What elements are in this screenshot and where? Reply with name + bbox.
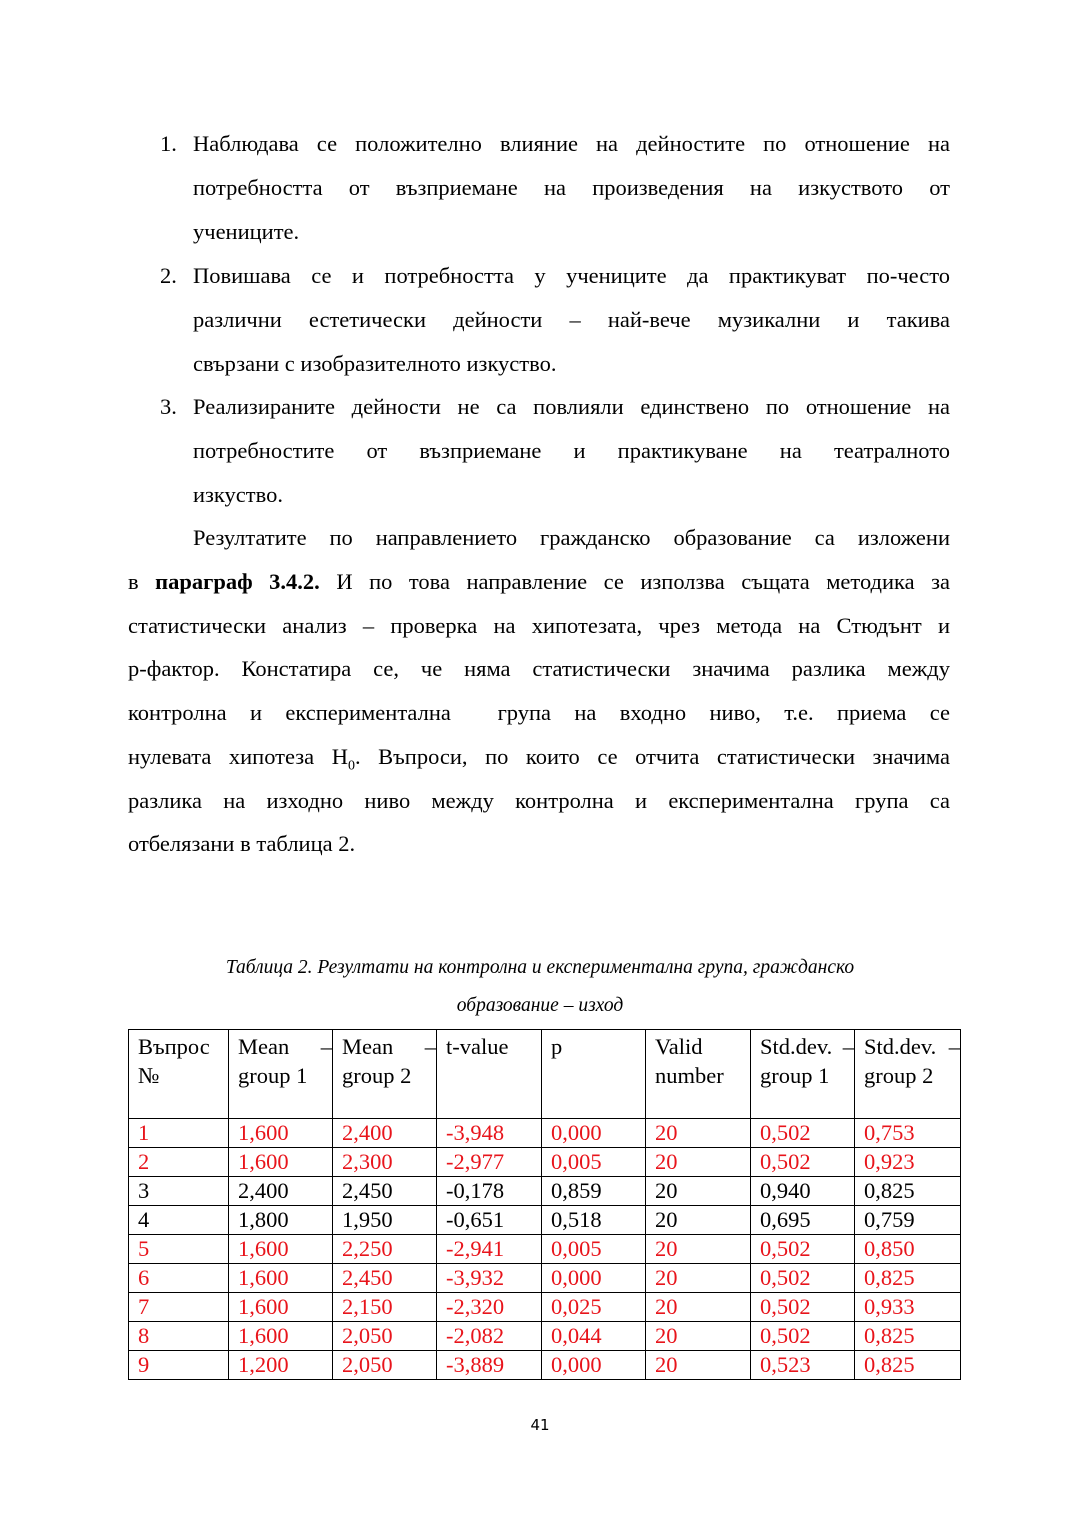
- section-reference: параграф 3.4.2.: [155, 569, 320, 594]
- table-cell: 1: [129, 1119, 229, 1148]
- table-cell: 0,825: [855, 1177, 961, 1206]
- table-cell: 0,502: [751, 1148, 855, 1177]
- table-cell: 0,923: [855, 1148, 961, 1177]
- table-cell: -2,977: [437, 1148, 542, 1177]
- table-cell: 0,523: [751, 1351, 855, 1380]
- table-cell: 1,600: [229, 1235, 333, 1264]
- table-row: [129, 1177, 961, 1206]
- table-row: [129, 1293, 961, 1322]
- text-line: контролна и експериментална група на входно ниво, т.е. приема се: [128, 700, 950, 725]
- text-line: [128, 743, 950, 781]
- table-cell: 0,859: [542, 1177, 646, 1206]
- list-item-line: изкуство.: [193, 482, 283, 507]
- table-row: [129, 1351, 961, 1380]
- table-cell: 6: [129, 1264, 229, 1293]
- table-cell: -0,178: [437, 1177, 542, 1206]
- table-cell: 20: [646, 1119, 751, 1148]
- page-number: 41: [530, 1416, 550, 1434]
- table-cell: 0,502: [751, 1235, 855, 1264]
- table-cell: 2,300: [333, 1148, 437, 1177]
- table-cell: -2,082: [437, 1322, 542, 1351]
- table-cell: 20: [646, 1235, 751, 1264]
- table-cell: 2,450: [333, 1177, 437, 1206]
- table-row: [129, 1206, 961, 1235]
- table-cell: 2,400: [333, 1119, 437, 1148]
- column-header: p: [542, 1030, 646, 1119]
- list-item-line: потребността от възприемане на произведения на изкуството от: [193, 175, 950, 200]
- table-cell: 0,000: [542, 1351, 646, 1380]
- list-item-line: учениците.: [193, 219, 300, 244]
- table-cell: -0,651: [437, 1206, 542, 1235]
- table-cell: 0,759: [855, 1206, 961, 1235]
- table-cell: 0,518: [542, 1206, 646, 1235]
- table-row: [129, 1235, 961, 1264]
- table-cell: 0,502: [751, 1264, 855, 1293]
- list-item-line: Реализираните дейности не са повлияли единствено по отношение на: [193, 394, 950, 419]
- column-header: Mean – group 1: [229, 1030, 333, 1119]
- list-number: 1.: [160, 131, 177, 156]
- table-cell: 0,695: [751, 1206, 855, 1235]
- table-cell: 4: [129, 1206, 229, 1235]
- results-table: [128, 1029, 961, 1380]
- table-cell: 20: [646, 1293, 751, 1322]
- table-cell: 1,600: [229, 1322, 333, 1351]
- table-caption: Таблица 2. Резултати на контролна и експериментална група, гражданско: [225, 957, 855, 978]
- table-row: [129, 1322, 961, 1351]
- table-cell: 20: [646, 1177, 751, 1206]
- table-cell: 3: [129, 1177, 229, 1206]
- table-cell: 1,600: [229, 1148, 333, 1177]
- table-cell: 0,825: [855, 1351, 961, 1380]
- list-item-line: различни естетически дейности – най-вече музикални и такива: [193, 306, 950, 332]
- column-header: Valid number: [646, 1030, 751, 1119]
- table-row: [129, 1119, 961, 1148]
- table-cell: 2,450: [333, 1264, 437, 1293]
- table-cell: 0,825: [855, 1322, 961, 1351]
- text-line: [128, 568, 950, 596]
- table-cell: 2,400: [229, 1177, 333, 1206]
- list-item-line: потребностите от възприемане и практикуване на театралното: [193, 438, 950, 463]
- table-cell: 1,800: [229, 1206, 333, 1235]
- table-cell: 2,250: [333, 1235, 437, 1264]
- table-cell: 20: [646, 1148, 751, 1177]
- table-cell: 2,050: [333, 1322, 437, 1351]
- text-segment: И по това направление се използва същата методика за: [319, 569, 951, 594]
- table-cell: 1,200: [229, 1351, 333, 1380]
- table-cell: -3,932: [437, 1264, 542, 1293]
- table-cell: 0,850: [855, 1235, 961, 1264]
- table-cell: 7: [129, 1293, 229, 1322]
- table-cell: 20: [646, 1206, 751, 1235]
- list-number: 3.: [160, 394, 177, 419]
- table-cell: -3,948: [437, 1119, 542, 1148]
- table-cell: -3,889: [437, 1351, 542, 1380]
- list-item-line: свързани с изобразителното изкуство.: [193, 350, 557, 376]
- table-cell: 20: [646, 1351, 751, 1380]
- table-cell: 0,933: [855, 1293, 961, 1322]
- table-cell: 0,502: [751, 1293, 855, 1322]
- table-cell: 0,502: [751, 1119, 855, 1148]
- table-cell: 20: [646, 1322, 751, 1351]
- list-item-line: Повишава се и потребността у учениците да практикуват по-често: [193, 262, 950, 288]
- table-cell: 2: [129, 1148, 229, 1177]
- list-item-line: Наблюдава се положително влияние на дейностите по отношение на: [193, 131, 950, 156]
- table-cell: -2,941: [437, 1235, 542, 1264]
- table-cell: 0,940: [751, 1177, 855, 1206]
- table-cell: 9: [129, 1351, 229, 1380]
- column-header: Mean – group 2: [333, 1030, 437, 1119]
- table-cell: 0,502: [751, 1322, 855, 1351]
- text-segment: нулевата хипотеза H: [128, 744, 348, 769]
- column-header: Std.dev. – group 2: [855, 1030, 961, 1119]
- column-header: Std.dev. – group 1: [751, 1030, 855, 1119]
- table-cell: 0,825: [855, 1264, 961, 1293]
- text-line: p-фактор. Констатира се, че няма статистически значима разлика между: [128, 656, 950, 681]
- table-cell: 1,600: [229, 1264, 333, 1293]
- table-cell: 0,753: [855, 1119, 961, 1148]
- table-row: [129, 1148, 961, 1177]
- table-cell: 0,000: [542, 1264, 646, 1293]
- table-cell: 0,000: [542, 1119, 646, 1148]
- text-segment: в: [128, 569, 156, 594]
- list-number: 2.: [160, 262, 177, 288]
- column-header: t-value: [437, 1030, 542, 1119]
- table-cell: 0,005: [542, 1235, 646, 1264]
- table-cell: 1,600: [229, 1293, 333, 1322]
- table-cell: 1,600: [229, 1119, 333, 1148]
- table-cell: 0,044: [542, 1322, 646, 1351]
- table-cell: 1,950: [333, 1206, 437, 1235]
- table-cell: 2,150: [333, 1293, 437, 1322]
- table-caption: образование – изход: [456, 995, 624, 1016]
- text-line: статистически анализ – проверка на хипотезата, чрез метода на Стюдънт и: [128, 613, 950, 638]
- table-cell: 5: [129, 1235, 229, 1264]
- table-cell: -2,320: [437, 1293, 542, 1322]
- text-line: Резултатите по направлението гражданско образование са изложени: [193, 525, 950, 550]
- table-cell: 20: [646, 1264, 751, 1293]
- table-header-row: [129, 1030, 961, 1119]
- text-line: разлика на изходно ниво между контролна и експериментална група са: [128, 788, 950, 813]
- table-cell: 0,025: [542, 1293, 646, 1322]
- subscript: 0: [347, 758, 355, 774]
- table-cell: 8: [129, 1322, 229, 1351]
- table-cell: 0,005: [542, 1148, 646, 1177]
- text-line: отбелязани в таблица 2.: [128, 831, 356, 856]
- text-segment: . Въпроси, по които се отчита статистически значима: [354, 744, 950, 769]
- table-row: [129, 1264, 961, 1293]
- column-header: Въпрос №: [129, 1030, 229, 1119]
- table-cell: 2,050: [333, 1351, 437, 1380]
